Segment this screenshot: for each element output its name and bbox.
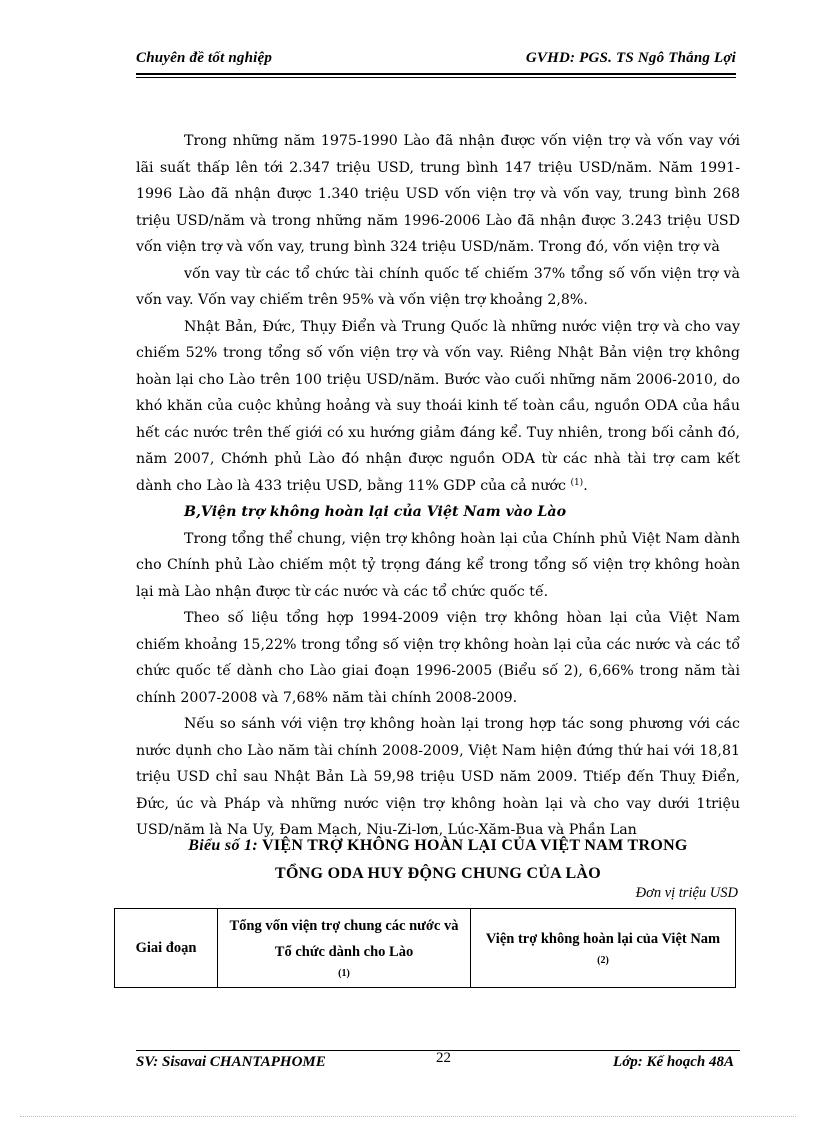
page-footer bbox=[136, 1052, 740, 1076]
header-vietnam-number: (2) bbox=[597, 955, 609, 966]
table-title-line-2: TỔNG ODA HUY ĐỘNG CHUNG CỦA LÀO bbox=[274, 865, 602, 882]
header-advisor: GVHD: PGS. TS Ngô Thắng Lợi bbox=[525, 50, 736, 66]
page-number: 22 bbox=[436, 1050, 451, 1066]
footer-student: SV: Sisavai CHANTAPHOME bbox=[136, 1054, 326, 1070]
aid-table bbox=[114, 908, 736, 988]
paragraph-loan-share: vốn vay từ các tổ chức tài chính quốc tế chiếm 37% tổng số vốn viện trợ và vốn vay. Vốn vay chiếm trên 95% và vốn viện trợ khoảng 2,8%. bbox=[136, 265, 740, 308]
header-cell-vietnam bbox=[471, 909, 736, 988]
table-title-line-1 bbox=[136, 832, 740, 860]
unit-label: Đơn vị triệu USD bbox=[635, 885, 738, 901]
page-header bbox=[136, 48, 736, 74]
paragraph-donors bbox=[136, 314, 740, 500]
table-header-row bbox=[115, 909, 736, 988]
table-title-label: Biểu số 1: bbox=[188, 837, 258, 854]
header-cell-total bbox=[218, 909, 471, 988]
page-edge-divider bbox=[20, 1116, 796, 1117]
paragraph-comparison: Nếu so sánh với viện trợ không hoàn lại trong hợp tác song phương với các nước dụnh cho Lào năm tài chính 2008-2009, Việt Nam hiện đứng thứ hai với 18,81 triệu USD chỉ sau Nhật Bản Là 59,98 triệu USD năm 2009. Ttiếp đến Thuỵ Điển, Đức, úc và Pháp và những nước viện trợ không hoàn lại và cho vay dưới 1triệu USD/năm là Na Uy, Đam Mạch, Niu-Zi-lơn, Lúc-Xăm-Bua và Phần Lan bbox=[136, 716, 740, 838]
footer-class: Lớp: Kế hoạch 48A bbox=[613, 1054, 734, 1070]
header-total-number: (1) bbox=[338, 968, 350, 979]
header-total-text: Tổng vốn viện trợ chung các nước và Tổ chức dành cho Lào bbox=[229, 918, 459, 960]
header-thesis-title: Chuyên đề tốt nghiệp bbox=[136, 50, 273, 66]
paragraph-donors-end: . bbox=[583, 477, 588, 494]
paragraph-aid-1975-2006: Trong những năm 1975-1990 Lào đã nhận được vốn viện trợ và vốn vay với lãi suất thấp lên tới 2.347 triệu USD, trung bình 147 triệu USD/năm. Năm 1991-1996 Lào đã nhận được 1.340 triệu USD vốn viện trợ và vốn vay, trung bình 268 triệu USD/năm và trong những năm 1996-2006 Lào đã nhận được 3.243 triệu USD vốn viện trợ và vốn vay, trung bình 324 triệu USD/năm. Trong đó, vốn viện trợ và bbox=[136, 133, 740, 255]
paragraph-statistics: Theo số liệu tổng hợp 1994-2009 viện trợ không hòan lại của Việt Nam chiếm khoảng 15,22% trong tổng số viện trợ không hoàn lại của các nước và các tổ chức quốc tế dành cho Lào giai đoạn 1996-2005 (Biểu số 2), 6,66% trong năm tài chính 2007-2008 và 7,68% năm tài chính 2008-2009. bbox=[136, 610, 740, 706]
footnote-marker: (1) bbox=[570, 477, 584, 488]
table-title-text-1: VIỆN TRỢ KHÔNG HOÀN LẠI CỦA VIỆT NAM TRONG bbox=[257, 837, 688, 854]
section-heading: B,Viện trợ không hoàn lại của Việt Nam vào Lào bbox=[184, 504, 567, 520]
header-cell-period bbox=[115, 909, 218, 988]
paragraph-donors-text: Nhật Bản, Đức, Thụy Điển và Trung Quốc là những nước viện trợ và cho vay chiếm 52% trong tổng số vốn viện trợ và vốn vay. Riêng Nhật Bản viện trợ không hoàn lại cho Lào trên 100 triệu USD/năm. Bước vào cuối những năm 2006-2010, do khó khăn của cuộc khủng hoảng và suy thoái kinh tế toàn cầu, nguồn ODA của hầu hết các nước trên thế giới có xu hướng giảm đáng kể. Tuy nhiên, trong bối cảnh đó, năm 2007, Chớnh phủ Lào đó nhận được nguồn ODA từ các nhà tài trợ cam kết dành cho Lào là 433 triệu USD, bằng 11% GDP của cả nước bbox=[136, 318, 740, 494]
table-title bbox=[136, 832, 740, 888]
header-rule bbox=[136, 73, 736, 75]
header-period-text: Giai đoạn bbox=[135, 940, 197, 956]
header-rule-thin bbox=[136, 77, 736, 78]
header-vietnam-text: Viện trợ không hoàn lại của Việt Nam bbox=[485, 931, 721, 947]
document-body bbox=[136, 128, 740, 844]
paragraph-vietnam-share: Trong tổng thể chung, viện trợ không hoàn lại của Chính phủ Việt Nam dành cho Chính phủ Lào chiếm một tỷ trọng đáng kể trong tổng số viện trợ không hoàn lại mà Lào nhận được từ các nước và các tổ chức quốc tế. bbox=[136, 530, 740, 600]
